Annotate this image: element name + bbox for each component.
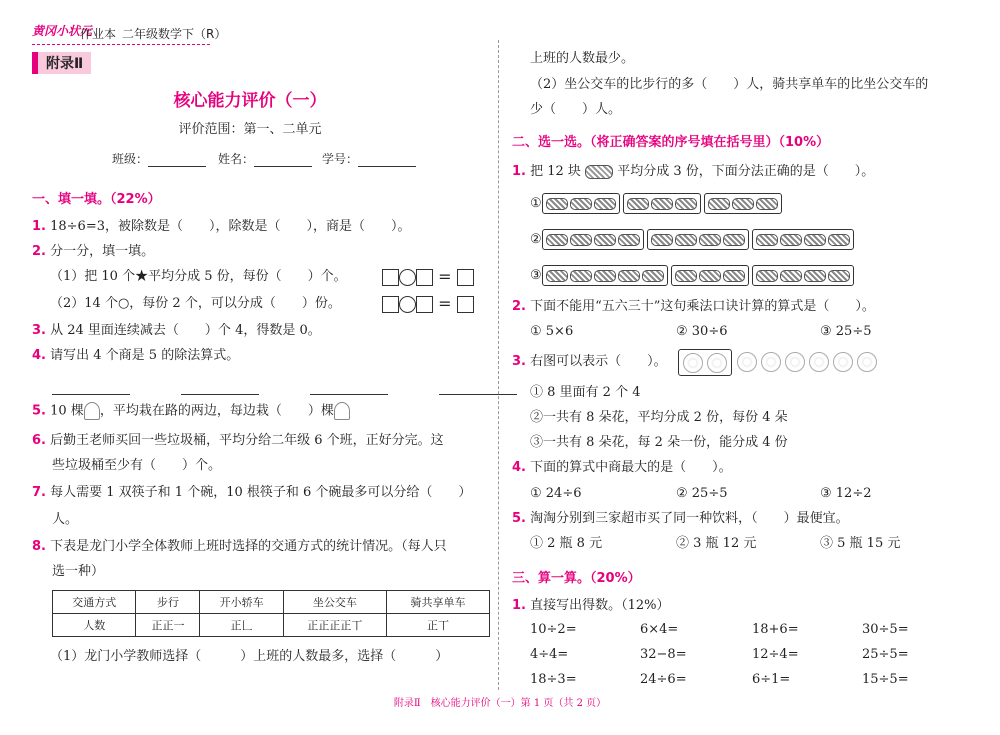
question-3-1: 1. 直接写出得数。（12%） [512, 598, 670, 613]
calc-item: 15÷5= [862, 672, 909, 687]
option-2-3-2: ②一共有 8 朵花，平均分成 2 份，每份 4 朵 [530, 410, 788, 425]
question-2-2: 2. 下面不能用“五六三十”这句乘法口诀计算的算式是（ ）。 [512, 299, 875, 314]
question-1-1: 1. 18÷6=3，被除数是（ ），除数是（ ），商是（ ）。 [32, 219, 411, 234]
page-footer: 附录Ⅱ 核心能力评价（一）第 1 页（共 2 页） [393, 698, 607, 709]
option-2-4-3: ③ 12÷2 [820, 486, 872, 501]
table-row [53, 614, 490, 637]
option-2-5-3: ③ 5 瓶 15 元 [820, 536, 901, 551]
option-2-4-1: ① 24÷6 [530, 486, 582, 501]
calc-item: 25÷5= [862, 647, 909, 662]
option-2-5-2: ② 3 瓶 12 元 [676, 536, 757, 551]
question-1-4: 4. 请写出 4 个商是 5 的除法算式。 [32, 348, 240, 363]
question-1-2b: （2）14 个○，每份 2 个，可以分成（ ）份。 [50, 296, 341, 311]
grade-label: 二年级数学下（R） [122, 27, 227, 41]
tree-icon [84, 402, 100, 420]
table-header: 步行 [136, 591, 200, 614]
table-header: 开小轿车 [200, 591, 283, 614]
question-1-7: 7. 每人需要 1 双筷子和 1 个碗，10 根筷子和 6 个碗最多可以分给（ ） [32, 485, 472, 500]
class-field: 班级： [112, 150, 206, 167]
section-3-title: 三、算一算。（20%） [512, 571, 641, 586]
option-2-3-1: ① 8 里面有 2 个 4 [530, 385, 641, 400]
table-cell: 正丅 [386, 614, 489, 637]
scope-subtitle: 评价范围：第一、二单元 [178, 122, 322, 137]
student-id-field: 学号： [322, 150, 416, 167]
candy-icon [585, 165, 613, 179]
calc-item: 30÷5= [862, 622, 909, 637]
question-1-8: 8. 下表是龙门小学全体教师上班时选择的交通方式的统计情况。（每人只 [32, 539, 447, 554]
calc-item: 18÷3= [530, 672, 577, 687]
section-1-title: 一、填一填。（22%） [32, 192, 161, 207]
question-2-1: 1. 把 12 块 平均分成 3 份，下面分法正确的是（ ）。 [512, 164, 875, 179]
question-1-3: 3. 从 24 里面连续减去（ ）个 4，得数是 0。 [32, 323, 321, 338]
equation-boxes-a: = [382, 267, 474, 286]
option-2-1-2: ② [530, 229, 857, 250]
tree-icon [334, 402, 350, 420]
table-header: 坐公交车 [283, 591, 386, 614]
header-divider [32, 44, 210, 45]
calc-item: 6÷1= [752, 672, 791, 687]
question-1-6: 6. 后勤王老师买回一些垃圾桶，平均分给二年级 6 个班，正好分完。这 [32, 433, 444, 448]
option-2-5-1: ① 2 瓶 8 元 [530, 536, 603, 551]
calc-item: 4÷4= [530, 647, 569, 662]
transport-table [52, 590, 490, 637]
table-header: 交通方式 [53, 591, 136, 614]
table-cell: 正正一 [136, 614, 200, 637]
question-1-8-part2: （2）坐公交车的比步行的多（ ）人，骑共享单车的比坐公交车的 [530, 77, 929, 92]
equation-boxes-b: = [382, 294, 474, 313]
table-cell: 正𠃊 [200, 614, 283, 637]
brand-logo: 黄冈小状元 [32, 24, 93, 38]
name-field: 姓名： [218, 150, 312, 167]
answer-lines [52, 380, 517, 399]
question-1-2: 2. 分一分，填一填。 [32, 244, 155, 259]
option-2-2-3: ③ 25÷5 [820, 324, 872, 339]
table-header: 骑共享单车 [386, 591, 489, 614]
question-2-5: 5. 淘淘分别到三家超市买了同一种饮料，（ ）最便宜。 [512, 511, 849, 526]
column-divider [498, 40, 499, 690]
option-2-2-2: ② 30÷6 [676, 324, 728, 339]
table-cell: 正正正正丅 [283, 614, 386, 637]
table-header-row [53, 591, 490, 614]
table-cell: 人数 [53, 614, 136, 637]
calc-item: 18+6= [752, 622, 799, 637]
calc-item: 10÷2= [530, 622, 577, 637]
calc-item: 32−8= [640, 647, 687, 662]
page-title: 核心能力评价（一） [173, 91, 327, 111]
question-1-2a: （1）把 10 个★平均分成 5 份，每份（ ）个。 [50, 269, 347, 284]
question-1-8-part1: （1）龙门小学教师选择（ ）上班的人数最多，选择（ ） [50, 649, 449, 664]
question-2-3: 3. 右图可以表示（ ）。 [512, 354, 667, 369]
option-2-1-3: ③ [530, 265, 857, 286]
calc-item: 24÷6= [640, 672, 687, 687]
calc-item: 12÷4= [752, 647, 799, 662]
book-label: 作业本 [80, 27, 117, 41]
question-1-8-part2-cont: 少（ ）人。 [530, 102, 622, 117]
option-2-2-1: ① 5×6 [530, 324, 574, 339]
section-2-title: 二、选一选。（将正确答案的序号填在括号里）（10%） [512, 135, 830, 150]
question-2-4: 4. 下面的算式中商最大的是（ ）。 [512, 460, 732, 475]
flowers-figure [678, 349, 879, 376]
option-2-4-2: ② 25÷5 [676, 486, 728, 501]
question-1-7-cont: 人。 [52, 512, 79, 527]
question-1-6-cont: 些垃圾桶至少有（ ）个。 [52, 458, 222, 473]
question-1-8-cont: 选一种） [52, 564, 105, 579]
appendix-tag: 附录Ⅱ [32, 52, 91, 74]
question-1-8-part1-cont: 上班的人数最少。 [530, 51, 635, 66]
question-1-5: 5. 10 棵 ，平均栽在路的两边，每边栽（ ）棵 [32, 402, 350, 421]
option-2-1-1: ① [530, 193, 785, 214]
option-2-3-3: ③一共有 8 朵花，每 2 朵一份，能分成 4 份 [530, 435, 788, 450]
calc-item: 6×4= [640, 622, 679, 637]
